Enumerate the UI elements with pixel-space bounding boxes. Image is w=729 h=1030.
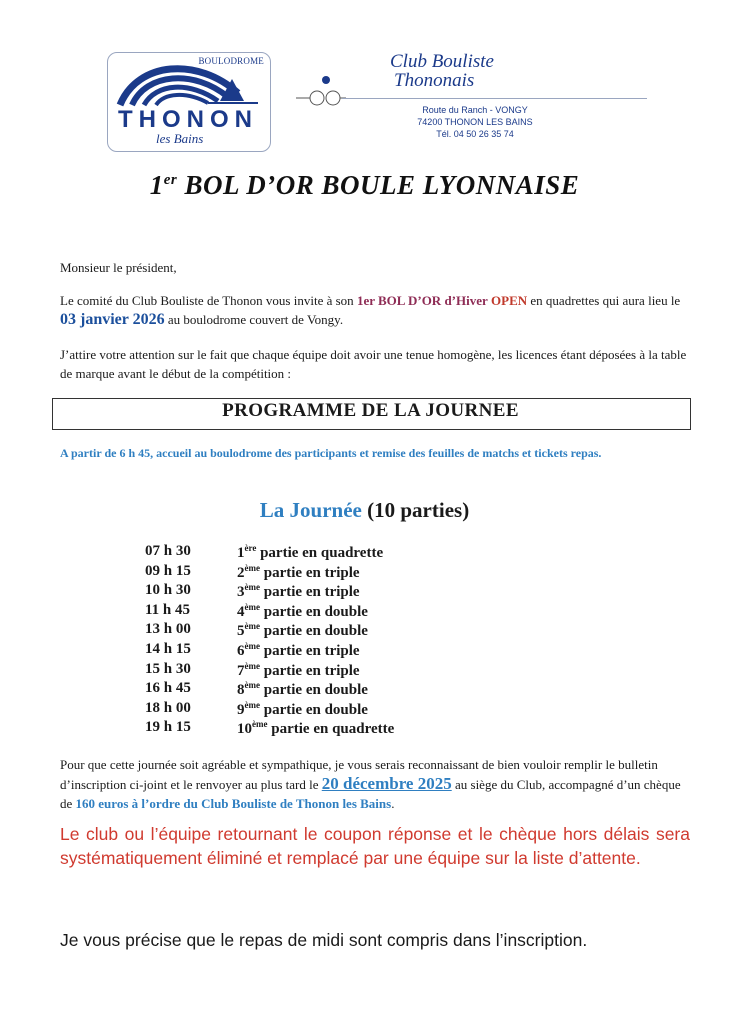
- schedule-row: [145, 661, 465, 681]
- schedule-row: [145, 602, 465, 622]
- schedule-time: 09 h 15: [145, 562, 191, 579]
- schedule-label: 4ème partie en double: [237, 601, 368, 620]
- schedule-row: [145, 700, 465, 720]
- header-divider: [342, 98, 647, 99]
- schedule-label: 9ème partie en double: [237, 699, 368, 718]
- schedule-time: 16 h 45: [145, 680, 191, 697]
- inscription-paragraph: Pour que cette journée soit agréable et sympathique, je vous serais reconnaissant de bien vouloir remplir le bulletin d’inscription ci-joint et le renvoyer au plus tard le 20 décembre 2025 au siège du Club, accompagné d’un chèque de 160 euros à l’ordre du Club Bouliste de Thonon les Bains.: [60, 757, 681, 811]
- schedule-label: 8ème partie en double: [237, 680, 368, 699]
- schedule-label: 5ème partie en double: [237, 621, 368, 640]
- logo-thonon-text: THONON: [118, 106, 258, 133]
- boules-icon: [296, 72, 346, 112]
- schedule-label: 1ère partie en quadrette: [237, 543, 384, 561]
- logo-boulodrome-text: BOULODROME: [198, 56, 264, 66]
- schedule-label: 6ème partie en triple: [237, 641, 360, 659]
- event-name: 1er BOL D’OR d’Hiver: [356, 293, 488, 308]
- schedule-time: 11 h 45: [145, 601, 191, 618]
- club-address: [390, 104, 560, 140]
- programme-title: PROGRAMME DE LA JOURNEE: [222, 400, 519, 421]
- schedule-time: 13 h 00: [145, 621, 191, 638]
- schedule-label: 10ème partie en quadrette: [237, 719, 395, 738]
- schedule-time: 14 h 15: [145, 641, 191, 657]
- club-name: [390, 52, 570, 90]
- logo-bains-text: les Bains: [156, 131, 204, 146]
- schedule-row: [145, 582, 465, 602]
- payment-amount: 160 euros à l’ordre du Club Bouliste de Thonon les Bains: [75, 796, 392, 811]
- schedule-row: [145, 680, 465, 700]
- schedule-time: 15 h 30: [145, 660, 191, 677]
- invitation-paragraph: Le comité du Club Bouliste de Thonon vous invite à son 1er BOL D’OR d’Hiver OPEN en quadrettes qui aura lieu le 03 janvier 2026 au boulodrome couvert de Vongy.: [60, 293, 681, 328]
- accueil-text: A partir de 6 h 45, accueil au boulodrome des participants et remise des feuilles de matchs et tickets repas.: [60, 446, 602, 460]
- schedule-time: 18 h 00: [145, 699, 191, 716]
- schedule-time: 07 h 30: [145, 543, 191, 559]
- schedule-label: 3ème partie en triple: [237, 582, 360, 601]
- schedule-label: 7ème partie en triple: [237, 660, 360, 679]
- warning-text: Le club ou l’équipe retournant le coupon réponse et le chèque hors délais sera systématiquement éliminé et remplacé par une équipe sur la liste d’attente.: [60, 824, 690, 868]
- address-phone: Tél. 04 50 26 35 74: [436, 129, 514, 139]
- greeting: Monsieur le président,: [60, 260, 177, 275]
- schedule-row: [145, 621, 465, 641]
- schedule-row: [145, 719, 465, 739]
- schedule-time: 10 h 30: [145, 582, 191, 599]
- deadline-date: 20 décembre 2025: [321, 774, 452, 793]
- address-line1: Route du Ranch - VONGY: [422, 105, 528, 115]
- boulodrome-logo: [107, 52, 271, 152]
- schedule-row: [145, 543, 465, 563]
- schedule-label: 2ème partie en triple: [237, 562, 360, 581]
- final-note: Je vous précise que le repas de midi sont compris dans l’inscription.: [60, 930, 588, 950]
- page-title: 1er BOL D’OR BOULE LYONNAISE: [149, 170, 580, 200]
- club-name-line2: Thononais: [394, 70, 475, 91]
- schedule-row: [145, 563, 465, 583]
- attention-paragraph: J’attire votre attention sur le fait que chaque équipe doit avoir une tenue homogène, les licences étant déposées à la table de marque avant le début de la compétition :: [60, 347, 687, 381]
- club-name-line1: Club Bouliste: [390, 51, 494, 72]
- schedule-time: 19 h 15: [145, 719, 191, 736]
- open-badge: OPEN: [491, 293, 528, 308]
- address-line2: 74200 THONON LES BAINS: [417, 117, 533, 127]
- journee-heading: La Journée (10 parties): [259, 498, 470, 522]
- event-date: 03 janvier 2026: [60, 311, 165, 328]
- schedule-row: [145, 641, 465, 661]
